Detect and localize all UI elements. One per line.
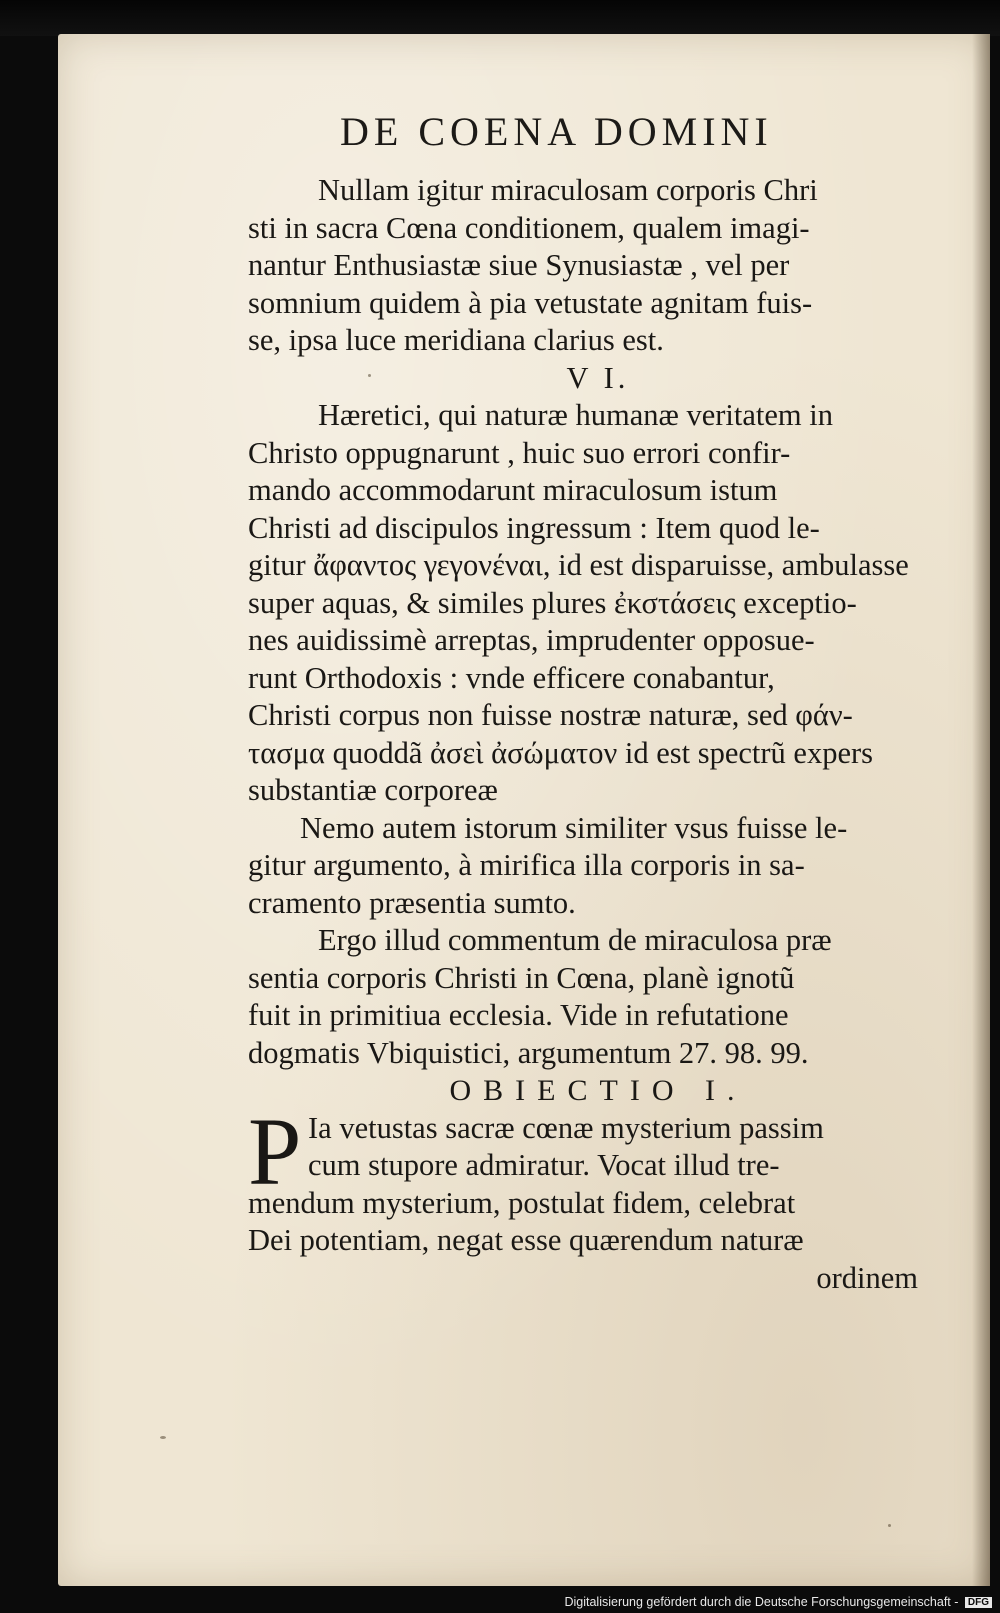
page-spine-shadow [972, 34, 990, 1586]
text-line: somnium quidem à pia vetustate agnitam fuis- [248, 285, 813, 320]
paragraph-5 [248, 1097, 948, 1260]
text-line: cramento præsentia sumto. [248, 885, 576, 920]
text-line: runt Orthodoxis : vnde efficere conabantur, [248, 660, 775, 695]
running-head: DE COENA DOMINI [340, 109, 773, 154]
text-line: Christo oppugnarunt , huic suo errori confir- [248, 435, 791, 470]
main-text [248, 172, 948, 1297]
text-line: gitur ἄφαντος γεγονέναι, id est disparuisse, ambulasse [248, 548, 909, 582]
text-line: Nemo autem istorum similiter vsus fuisse le- [300, 810, 848, 845]
text-line: Nullam igitur miraculosam corporis Chri [318, 173, 818, 207]
text-line: substantiæ corporeæ [248, 773, 498, 807]
text-line: nes auidissimè arreptas, imprudenter opposue- [248, 623, 815, 657]
paragraph-4 [248, 922, 948, 1072]
text-line: Christi ad discipulos ingressum : Item quod le- [248, 510, 820, 545]
text-line: Hæretici, qui naturæ humanæ veritatem in [318, 398, 834, 432]
text-line: super aquas, & similes plures ἐκστάσεις exceptio- [248, 585, 857, 620]
text-line: sti in sacra Cœna conditionem, qualem imagi- [248, 210, 810, 245]
text-line: gitur argumento, à mirifica illa corporis in sa- [248, 848, 805, 882]
objection-heading: OBIECTIO I. [449, 1074, 747, 1107]
paragraph-3 [248, 810, 948, 923]
credit-text: Digitalisierung gefördert durch die Deutsche Forschungsgemeinschaft - [564, 1595, 959, 1609]
text-line: sentia corporis Christi in Cœna, planè ignotũ [248, 960, 795, 995]
paper-speck [160, 1436, 166, 1439]
text-line: nantur Enthusiastæ siue Synusiastæ , vel per [248, 248, 790, 282]
text-line: Christi corpus non fuisse nostræ naturæ, sed φάν- [248, 698, 853, 732]
scan-background [0, 0, 1000, 36]
text-line: cum stupore admiratur. Vocat illud tre- [308, 1148, 780, 1182]
paragraph-1 [248, 172, 948, 360]
catchword: ordinem [816, 1260, 918, 1295]
text-line: Ia vetustas sacræ cœnæ mysterium passim [308, 1110, 824, 1145]
text-line: dogmatis Vbiquistici, argumentum 27. 98. 99. [248, 1035, 809, 1070]
text-line: fuit in primitiua ecclesia. Vide in refutatione [248, 998, 789, 1032]
text-line: mendum mysterium, postulat fidem, celebrat [248, 1185, 796, 1220]
text-line: Ergo illud commentum de miraculosa præ [318, 923, 832, 957]
section-number: V I. [566, 360, 630, 395]
text-line: τασμα quoddã ἀσεὶ ἀσώματον id est spectrũ expers [248, 735, 874, 770]
paper-speck [888, 1524, 891, 1527]
text-line: mando accommodarunt miraculosum istum [248, 473, 778, 507]
text-line: se, ipsa luce meridiana clarius est. [248, 323, 664, 357]
digitization-credit [564, 1595, 992, 1609]
text-line: Dei potentiam, negat esse quærendum naturæ [248, 1223, 804, 1257]
dfg-logo: DFG [965, 1597, 992, 1608]
drop-cap-letter: P [248, 1097, 302, 1205]
paragraph-2 [248, 397, 948, 810]
